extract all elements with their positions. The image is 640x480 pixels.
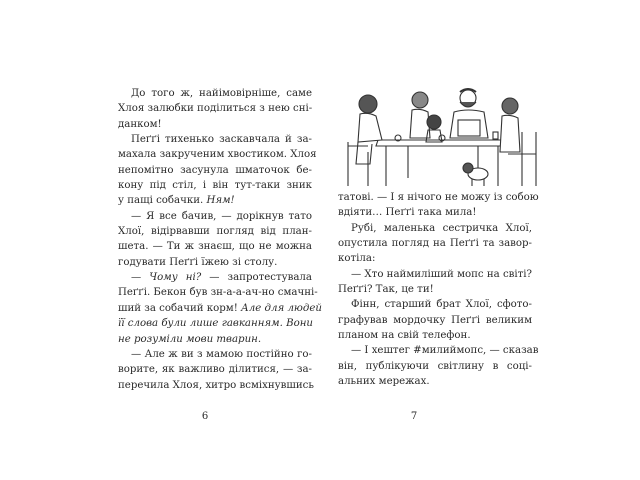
- line-text: Пеґґі. Бекон був зн-а-а-ач-но смачні-: [118, 287, 318, 299]
- line-text: Хлої, відірвавши погляд від план-: [118, 226, 312, 238]
- line-text: перечила Хлоя, хитро всміхнувшись: [118, 379, 314, 391]
- text-line: [118, 332, 312, 347]
- line-text: махала закрученим хвостиком. Хлоя: [118, 149, 317, 161]
- text-line: [118, 193, 312, 208]
- text-line: [338, 221, 532, 236]
- line-text: ший за собачий корм!: [118, 302, 242, 314]
- line-text: годувати Пеґґі їжею зі столу.: [118, 256, 278, 268]
- text-line: [118, 163, 312, 178]
- line-text: — Хто наймиліший мопс на світі?: [351, 268, 533, 280]
- text-line: [338, 190, 539, 205]
- line-text: — запротестувала: [201, 272, 312, 284]
- text-line: [118, 378, 312, 393]
- line-text: вдіяти… Пеґґі така мила!: [338, 207, 477, 219]
- page-number: 7: [410, 411, 418, 422]
- text-line: [118, 178, 312, 193]
- line-text: котіла:: [338, 253, 376, 265]
- italic-text: — Чому ні?: [131, 272, 202, 284]
- italic-text: не розуміли мови тварин.: [118, 333, 262, 345]
- line-text: Пеґґі тихенько заскавчала й за-: [131, 134, 312, 146]
- page-number: 6: [201, 411, 209, 422]
- line-text: ворите, як важливо ділитися, — за-: [118, 364, 312, 376]
- text-line: [338, 313, 532, 328]
- text-line: [118, 209, 312, 224]
- left-page-text: [118, 86, 322, 393]
- line-text: кону під стіл, і він тут-таки зник: [118, 180, 312, 192]
- line-text: Пеґґі? Так, це ти!: [338, 284, 434, 296]
- text-line: [118, 132, 312, 147]
- text-line: [338, 297, 532, 312]
- text-line: [118, 224, 312, 239]
- line-text: він, публікуючи світлину в соці-: [338, 360, 532, 372]
- family-breakfast-illustration: [338, 82, 542, 188]
- text-line: [118, 301, 322, 316]
- line-text: данком!: [118, 118, 162, 130]
- line-text: — Але ж ви з мамою постійно го-: [131, 348, 312, 360]
- line-text: — І хештег #милиймопс, — сказав: [351, 345, 539, 357]
- text-line: [338, 236, 532, 251]
- text-line: [118, 362, 312, 377]
- line-text: татові. — І я нічого не можу із собою: [338, 192, 539, 203]
- right-page: [320, 0, 640, 480]
- italic-text: Ням!: [206, 195, 235, 207]
- text-line: [338, 205, 532, 220]
- line-text: — Я все бачив, — дорікнув тато: [131, 210, 312, 222]
- italic-text: її слова були лише гавканням. Вони: [118, 318, 313, 330]
- text-line: [338, 343, 539, 358]
- text-line: [338, 328, 532, 343]
- line-text: непомітно засунула шматочок бе-: [118, 164, 312, 176]
- line-text: у пащі собачки.: [118, 195, 207, 207]
- text-line: [118, 347, 312, 362]
- text-line: [118, 101, 312, 116]
- text-line: [118, 147, 317, 162]
- text-line: [338, 251, 532, 266]
- line-text: шета. — Ти ж знаєш, що не можна: [118, 241, 312, 253]
- line-text: Фінн, старший брат Хлої, сфото-: [351, 299, 532, 311]
- text-line: [118, 285, 318, 300]
- text-line: [338, 374, 532, 389]
- text-line: [338, 267, 532, 282]
- line-text: планом на свій телефон.: [338, 330, 471, 342]
- line-text: альних мережах.: [338, 376, 430, 388]
- line-text: Рубі, маленька сестричка Хлої,: [351, 222, 532, 234]
- text-line: [338, 359, 532, 374]
- line-text: графував мордочку Пеґґі великим: [338, 314, 532, 326]
- line-text: опустила погляд на Пеґґі та завор-: [338, 238, 532, 250]
- text-line: [118, 316, 312, 331]
- text-line: [338, 282, 532, 297]
- text-line: [118, 239, 312, 254]
- text-line: [118, 270, 312, 285]
- line-text: Хлоя залюбки поділиться з нею сні-: [118, 103, 313, 115]
- text-line: [118, 255, 312, 270]
- right-page-text: [338, 190, 539, 389]
- line-text: До того ж, найімовірніше, саме: [131, 88, 312, 99]
- text-line: [118, 86, 312, 101]
- text-line: [118, 117, 312, 132]
- italic-text: Але для людей: [241, 302, 322, 314]
